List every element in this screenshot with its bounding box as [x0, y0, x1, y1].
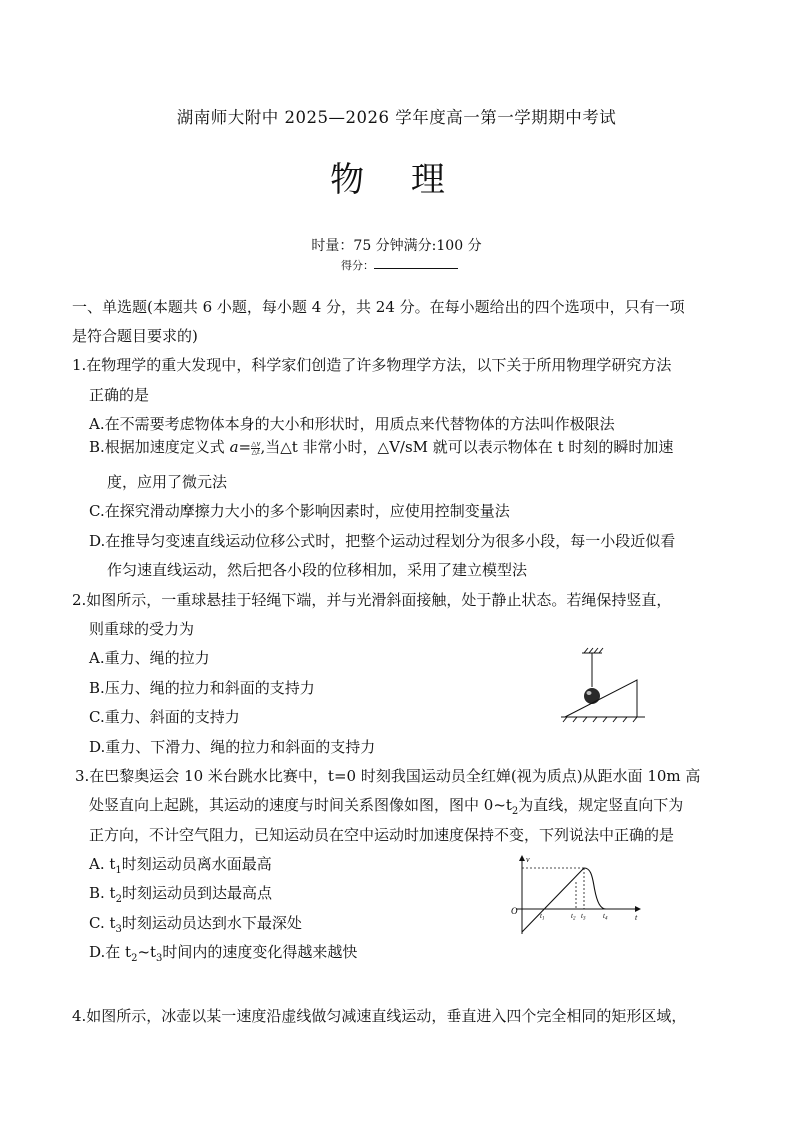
q3-option-b: B. $t_2$时刻运动员到达最高点 — [89, 884, 272, 905]
q1-stem-line1: 1.在物理学的重大发现中，科学家们创造了许多物理学方法，以下关于所用物理学研究方法 — [72, 356, 672, 374]
q1-option-d-line1: D.在推导匀变速直线运动位移公式时，把整个运动过程划分为很多小段，每一小段近似看 — [89, 532, 676, 550]
heavy-ball — [584, 688, 600, 704]
t-axis-label: t — [635, 913, 638, 922]
q3-stem-line1: 3.在巴黎奥运会 10 米台跳水比赛中，t=0 时刻我国运动员全红婵(视为质点)从距水面 10m 高 — [75, 767, 701, 785]
exam-school-title: 湖南师大附中 2025—2026 学年度高一第一学期期中考试 — [176, 108, 617, 127]
score-label: 得分： — [341, 259, 374, 272]
q3-option-a: A. $t_1$时刻运动员离水面最高 — [89, 855, 272, 876]
velocity-curve — [522, 868, 606, 932]
score-blank[interactable] — [374, 258, 458, 269]
q3-vt-graph — [508, 852, 646, 940]
q2-stem-line1: 2.如图所示，一重球悬挂于轻绳下端，并与光滑斜面接触，处于静止状态。若绳保持竖直， — [72, 591, 672, 609]
q1-formula-den: △t — [251, 447, 260, 456]
score-line — [341, 257, 458, 273]
q1-stem-line2: 正确的是 — [89, 386, 150, 404]
tick-t4: $t_4$ — [603, 912, 608, 922]
ground-hatch — [561, 717, 645, 722]
q4-stem-line1: 4.如图所示，冰壶以某一速度沿虚线做匀减速直线运动，垂直进入四个完全相同的矩形区域， — [72, 1007, 687, 1025]
q2-incline-figure — [555, 645, 655, 725]
incline-plane — [565, 680, 637, 717]
q2-stem-line2: 则重球的受力为 — [89, 620, 195, 638]
q3-stem-line3: 正方向，不计空气阻力，已知运动员在空中运动时加速度保持不变，下列说法中正确的是 — [89, 826, 675, 844]
time-info: 时量：75 分钟满分:100 分 — [311, 238, 482, 254]
q1-option-b — [89, 436, 673, 457]
q3-stem-line2 — [89, 794, 683, 817]
q1-option-b-pre: B.根据加速度定义式 — [89, 438, 225, 456]
section1-heading-line2: 是符合题目要求的) — [72, 327, 198, 345]
tick-labels — [540, 912, 608, 922]
q1-option-b-line2: 度，应用了微元法 — [107, 473, 228, 491]
q3-option-d: D.在 $t_2\sim t_3$时间内的速度变化得越来越快 — [89, 943, 358, 964]
q2-option-d: D.重力、下滑力、绳的拉力和斜面的支持力 — [89, 738, 376, 756]
ceiling-hatch — [582, 648, 603, 653]
q1-option-b-post: ,当△t 非常小时，△V/sM 就可以表示物体在 t 时刻的瞬时加速 — [260, 438, 674, 456]
q3-stem2-post: 为直线，规定竖直向下为 — [518, 796, 684, 814]
q1-formula-num: △v — [251, 439, 261, 448]
q3-stem2-pre: 处竖直向上起跳，其运动的速度与时间关系图像如图，图中 0~t — [89, 796, 512, 814]
q2-option-c: C.重力、斜面的支持力 — [89, 708, 240, 726]
q3-stem2-sub: 2 — [511, 806, 519, 817]
q1-option-a: A.在不需要考虑物体本身的大小和形状时，用质点来代替物体的方法叫作极限法 — [89, 415, 615, 433]
tick-t2: $t_2$ — [571, 912, 576, 922]
subject-title: 物 理 — [330, 160, 463, 200]
section1-heading-line1: 一、单选题(本题共 6 小题，每小题 4 分，共 24 分。在每小题给出的四个选项中，只有一项 — [72, 298, 685, 316]
q1-option-d-line2: 作匀速直线运动，然后把各小段的位移相加，采用了建立模型法 — [107, 561, 528, 579]
q3-option-c: C. $t_3$时刻运动员达到水下最深处 — [89, 914, 302, 935]
tick-t3: $t_3$ — [581, 912, 586, 922]
q1-option-c: C.在探究滑动摩擦力大小的多个影响因素时，应使用控制变量法 — [89, 502, 510, 520]
origin-label: O — [511, 906, 518, 916]
v-axis-label: v — [526, 855, 530, 864]
q2-option-b: B.压力、绳的拉力和斜面的支持力 — [89, 679, 315, 697]
tick-t1: $t_1$ — [540, 912, 545, 922]
q1-formula-eq: = — [238, 438, 252, 456]
q2-option-a: A.重力、绳的拉力 — [89, 649, 210, 667]
q1-formula-var: a — [229, 438, 239, 456]
